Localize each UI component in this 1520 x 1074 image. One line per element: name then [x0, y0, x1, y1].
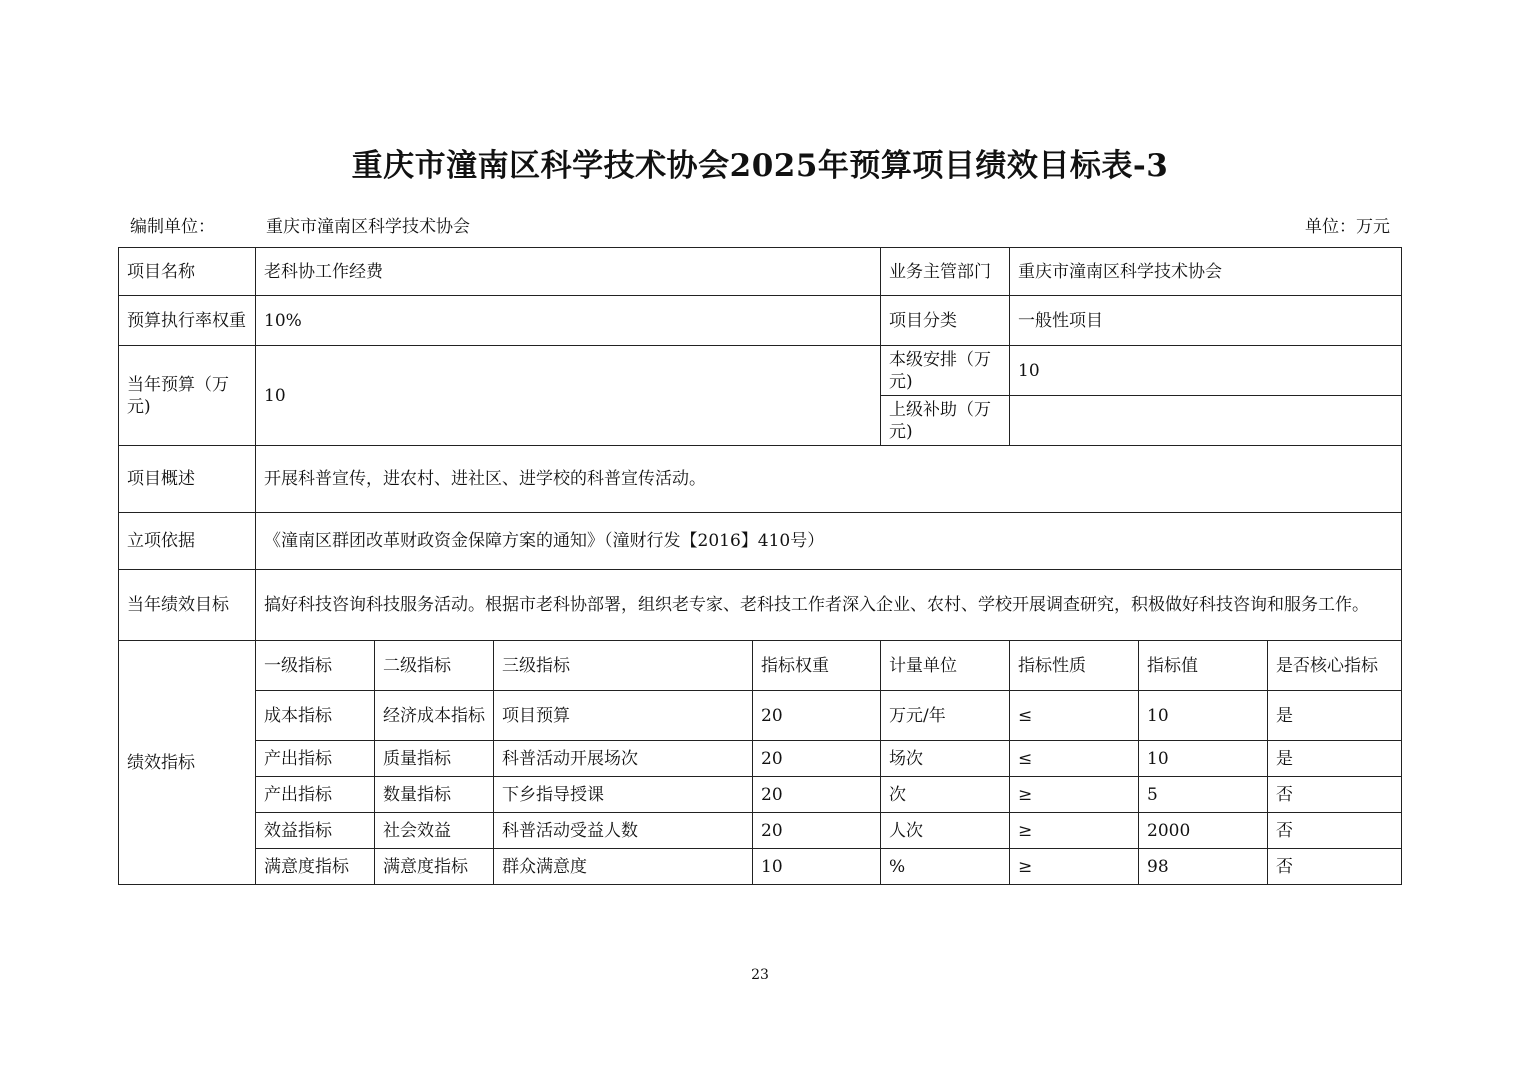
- indicator-cell: 满意度指标: [375, 849, 494, 885]
- indicator-cell: 科普活动开展场次: [494, 741, 753, 777]
- overview-label: 项目概述: [119, 446, 256, 513]
- indicator-cell: 否: [1268, 813, 1402, 849]
- indicator-cell: 否: [1268, 849, 1402, 885]
- indicator-header: 三级指标: [494, 641, 753, 691]
- exec-weight-label: 预算执行率权重: [119, 296, 256, 346]
- dept-label: 业务主管部门: [881, 248, 1010, 296]
- indicator-cell: 是: [1268, 691, 1402, 741]
- indicator-cell: 经济成本指标: [375, 691, 494, 741]
- indicator-header: 是否核心指标: [1268, 641, 1402, 691]
- indicator-cell: 次: [881, 777, 1010, 813]
- indicator-header: 指标值: [1139, 641, 1268, 691]
- indicators-label: 绩效指标: [119, 641, 256, 885]
- indicator-cell: 人次: [881, 813, 1010, 849]
- indicator-cell: 社会效益: [375, 813, 494, 849]
- indicator-cell: 98: [1139, 849, 1268, 885]
- unit-label: 单位：万元: [1305, 217, 1390, 237]
- indicator-cell: 数量指标: [375, 777, 494, 813]
- page-number: 23: [751, 967, 769, 983]
- indicator-cell: 20: [753, 813, 881, 849]
- org-label: 编制单位：: [130, 217, 215, 237]
- indicator-row: [119, 849, 1402, 885]
- indicator-cell: 5: [1139, 777, 1268, 813]
- category-label: 项目分类: [881, 296, 1010, 346]
- indicator-cell: ≤: [1010, 691, 1139, 741]
- exec-weight: 10%: [256, 296, 881, 346]
- indicator-cell: 项目预算: [494, 691, 753, 741]
- indicator-row: [119, 741, 1402, 777]
- indicator-cell: 产出指标: [256, 741, 375, 777]
- indicator-row: [119, 691, 1402, 741]
- indicator-cell: 否: [1268, 777, 1402, 813]
- local-label: 本级安排（万元): [881, 346, 1010, 396]
- indicator-header: 指标性质: [1010, 641, 1139, 691]
- indicator-cell: 满意度指标: [256, 849, 375, 885]
- indicator-cell: 20: [753, 691, 881, 741]
- indicator-cell: 20: [753, 741, 881, 777]
- local-value: 10: [1010, 346, 1402, 396]
- indicator-cell: 是: [1268, 741, 1402, 777]
- indicator-cell: 万元/年: [881, 691, 1010, 741]
- overview-value: 开展科普宣传，进农村、进社区、进学校的科普宣传活动。: [256, 446, 1402, 513]
- performance-table: [118, 247, 1402, 885]
- indicator-cell: %: [881, 849, 1010, 885]
- goal-label: 当年绩效目标: [119, 570, 256, 641]
- indicator-cell: 20: [753, 777, 881, 813]
- indicator-cell: 效益指标: [256, 813, 375, 849]
- indicator-cell: 群众满意度: [494, 849, 753, 885]
- budget-label: 当年预算（万元): [119, 346, 256, 446]
- indicator-header: 一级指标: [256, 641, 375, 691]
- basis-label: 立项依据: [119, 513, 256, 570]
- goal-value: 搞好科技咨询科技服务活动。根据市老科协部署，组织老专家、老科技工作者深入企业、农村、学校开展调查研究，积极做好科技咨询和服务工作。: [256, 570, 1402, 641]
- indicator-cell: 下乡指导授课: [494, 777, 753, 813]
- category-value: 一般性项目: [1010, 296, 1402, 346]
- indicator-cell: 成本指标: [256, 691, 375, 741]
- basis-value: 《潼南区群团改革财政资金保障方案的通知》（潼财行发【2016】410号）: [256, 513, 1402, 570]
- indicator-header: 指标权重: [753, 641, 881, 691]
- project-name-label: 项目名称: [119, 248, 256, 296]
- indicator-cell: ≤: [1010, 741, 1139, 777]
- dept-value: 重庆市潼南区科学技术协会: [1010, 248, 1402, 296]
- upper-label: 上级补助（万元): [881, 396, 1010, 446]
- indicator-header: 二级指标: [375, 641, 494, 691]
- indicator-header: 计量单位: [881, 641, 1010, 691]
- indicator-row: [119, 777, 1402, 813]
- upper-value: [1010, 396, 1402, 446]
- indicator-cell: 2000: [1139, 813, 1268, 849]
- indicator-cell: 10: [1139, 691, 1268, 741]
- indicator-cell: ≥: [1010, 777, 1139, 813]
- indicator-row: [119, 813, 1402, 849]
- project-name: 老科协工作经费: [256, 248, 881, 296]
- page-title: 重庆市潼南区科学技术协会2025年预算项目绩效目标表-3: [351, 148, 1169, 184]
- indicator-cell: ≥: [1010, 813, 1139, 849]
- indicator-cell: 10: [753, 849, 881, 885]
- indicator-cell: 产出指标: [256, 777, 375, 813]
- indicator-cell: 质量指标: [375, 741, 494, 777]
- indicator-cell: 科普活动受益人数: [494, 813, 753, 849]
- indicator-cell: 10: [1139, 741, 1268, 777]
- indicator-cell: ≥: [1010, 849, 1139, 885]
- budget-value: 10: [256, 346, 881, 446]
- indicator-cell: 场次: [881, 741, 1010, 777]
- org-value: 重庆市潼南区科学技术协会: [266, 217, 470, 237]
